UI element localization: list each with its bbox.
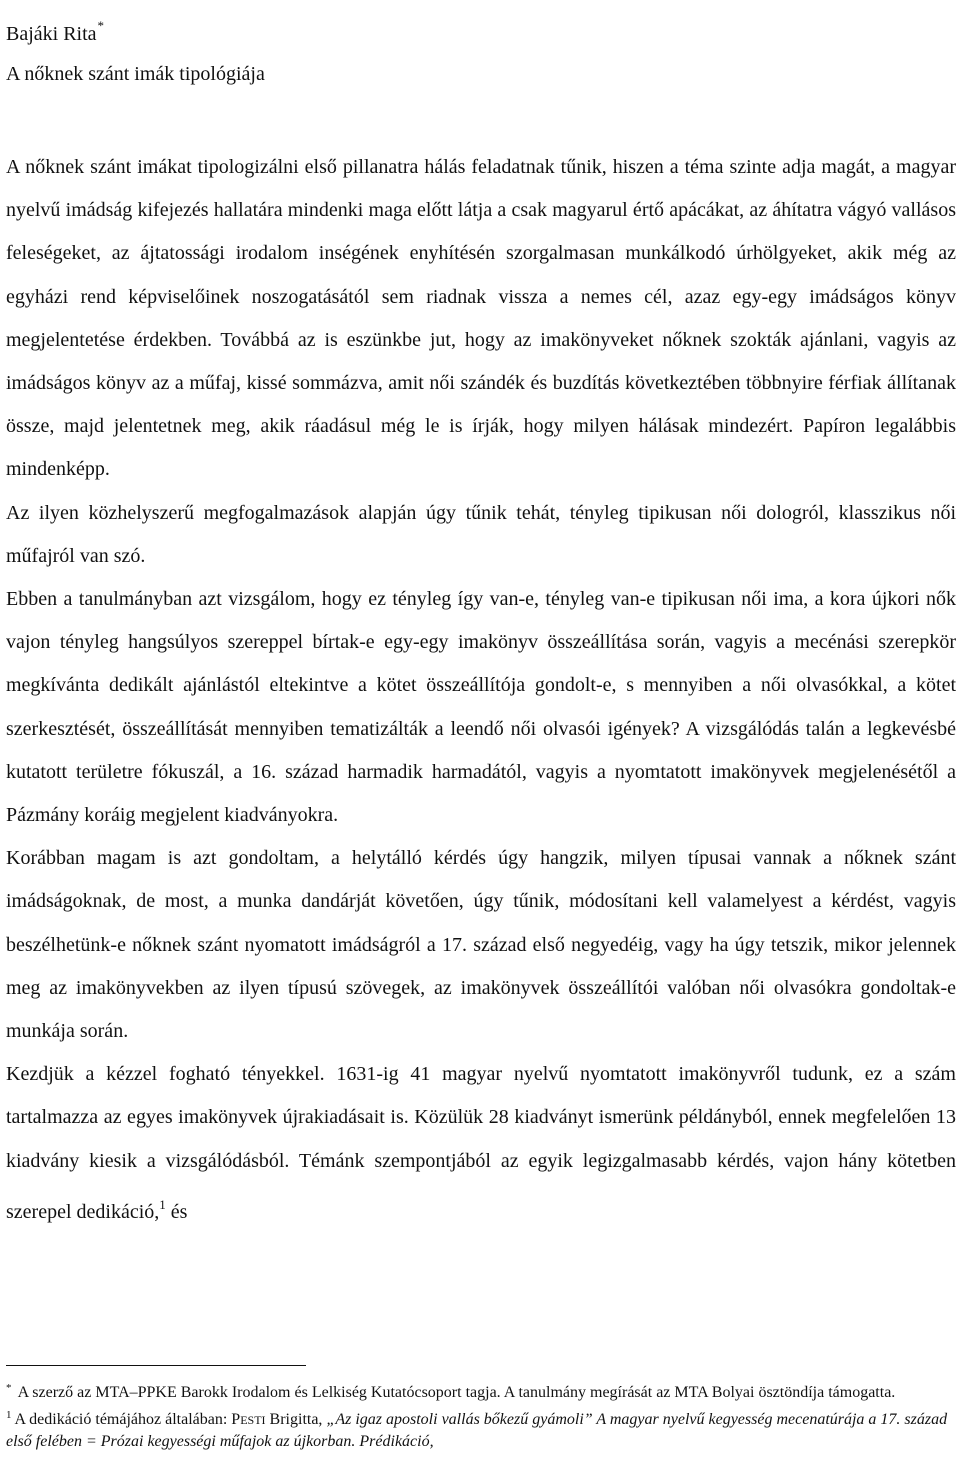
footnote-1-citation: „Az igaz apostoli vallás bőkezű gyámoli” A magyar nyelvű kegyesség mecenatúrája a 17. század első felében = Prózai kegyességi műfajok az újkorban. Prédikáció, [6, 1411, 948, 1450]
footnote-ref-1: 1 [159, 1196, 166, 1212]
footnote-1-author-rest: Brigitta, [265, 1411, 327, 1428]
author-footnote-marker: * [97, 18, 105, 33]
paragraph-5 [6, 1053, 956, 1234]
paragraph-4: Korábban magam is azt gondoltam, a helytálló kérdés úgy hangzik, milyen típusai vannak a nőknek szánt imádságoknak, de most, a munka dandárját követően, úgy tűnik, módosítani kell valamelyest a kérdést, vagyis beszélhetünk-e nőknek szánt nyomatott imádságról a 17. század első negyedéig, vagy ha úgy tetszik, mikor jelennek meg az imakönyvekben az ilyen típusú szövegek, az imakönyvek összeállítói valóban női olvasókra gondoltak-e munkája során. [6, 847, 956, 1043]
footnote-1-smallcaps: ESTI [240, 1413, 266, 1427]
article-title: A nőknek szánt imák tipológiája [6, 63, 265, 85]
author-name [6, 12, 104, 48]
paragraph-3: Ebben a tanulmányban azt vizsgálom, hogy ez tényleg így van-e, tényleg van-e tipikusan női ima, a kora újkori nők vajon tényleg hangsúlyos szereppel bírtak-e egy-egy imakönyv összeállítása során, vagyis a mecénási szerepkör megkívánta dedikált ajánlástól eltekintve a kötet összeállítója gondolt-e, s mennyiben a női olvasókkal, a kötet szerkesztését, összeállítását mennyiben tematizálták a leendő női olvasói igények? A vizsgálódás talán a legkevésbé kutatott területre fókuszál, a 16. század harmadik harmadától, vagyis a nyomtatott imakönyvek megjelenésétől a Pázmány koráig megjelent kiadványokra. [6, 588, 956, 827]
footnote-star-marker: * [6, 1382, 12, 1394]
footnote-star [6, 1377, 956, 1404]
paragraph-5-text: Kezdjük a kézzel fogható tényekkel. 1631-ig 41 magyar nyelvű nyomtatott imakönyvről tudunk, ez a szám tartalmazza az egyes imakönyvek újrakiadásait is. Közülük 28 kiadványt ismerünk példányból, ennek megfelelően 13 kiadvány kiesik a vizsgálódásból. Témánk szempontjából az egyik legizgalmasabb kérdés, vajon hány kötetben szerepel dedikáció, [6, 1063, 956, 1223]
footnotes [6, 1377, 956, 1453]
footnote-1-marker: 1 [6, 1409, 12, 1421]
paragraph-1: A nőknek szánt imákat tipologizálni első pillanatra hálás feladatnak tűnik, hiszen a téma szinte adja magát, a magyar nyelvű imádság kifejezés hallatára mindenki maga előtt látja a csak magyarul értő apácákat, az áhítatra vágyó vallásos feleségeket, az ájtatossági irodalom inségének enyhítésén szorgalmasan munkálkodó úrhölgyeket, akik még az egyházi rend képviselőinek noszogatásától sem riadnak vissza a nemes cél, azaz egy-egy imádságos könyv megjelentetése érdekben. Továbbá az is eszünkbe jut, hogy az imakönyveket nőknek szokták ajánlani, vagyis az imádságos könyv az a műfaj, kissé sommázva, amit női szándék és buzdítás következtében többnyire férfiak állítanak össze, majd jelentetnek meg, akik ráadásul még le is írják, hogy milyen hálásak mindezért. Papíron legalábbis mindenképp. [6, 156, 956, 481]
article-body [6, 146, 956, 1234]
paragraph-2: Az ilyen közhelyszerű megfogalmazások alapján úgy tűnik tehát, tényleg tipikusan női dologról, klasszikus női műfajról van szó. [6, 501, 956, 567]
author-name-text: Bajáki Rita [6, 23, 97, 45]
footnote-star-text: A szerző az MTA–PPKE Barokk Irodalom és Lelkiség Kutatócsoport tagja. A tanulmány megírását az MTA Bolyai ösztöndíja támogatta. [14, 1384, 896, 1401]
footnote-1 [6, 1404, 956, 1453]
paragraph-5-tail: és [165, 1200, 188, 1223]
footnote-separator [6, 1365, 306, 1366]
footnote-1-lead: A dedikáció témájához általában: P [14, 1411, 241, 1428]
